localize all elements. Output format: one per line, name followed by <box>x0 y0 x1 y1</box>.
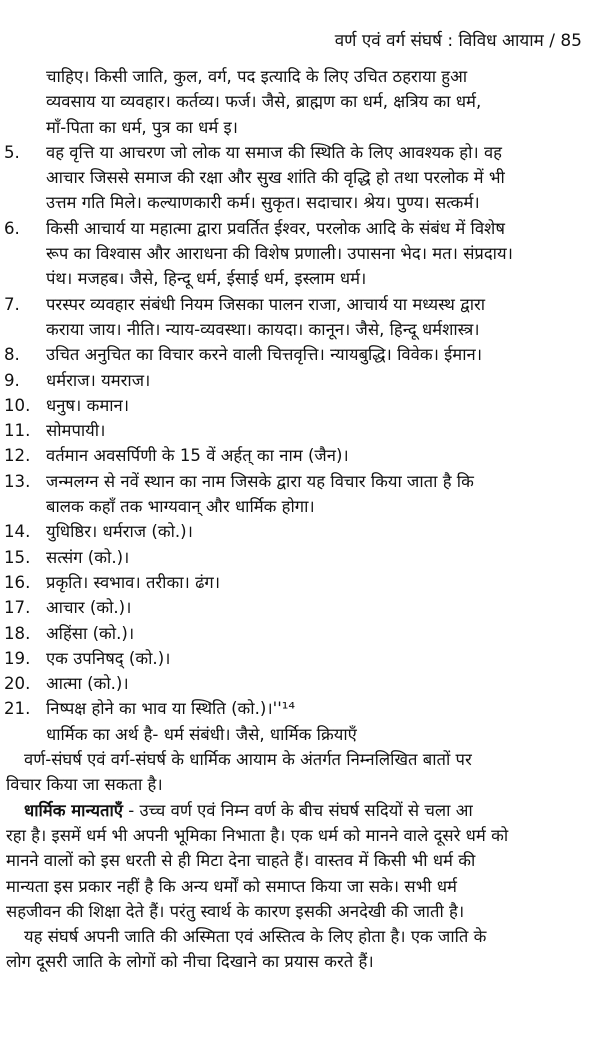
item-text: सोमपायी। <box>46 421 106 441</box>
list-item-line <box>0 216 600 241</box>
paragraph-text: विचार किया जा सकता है। <box>6 775 163 795</box>
list-item-line <box>0 140 600 165</box>
item-text: वर्तमान अवसर्पिणी के 15 वें अर्हत् का नाम (जैन)। <box>46 446 349 466</box>
list-item-line <box>0 393 600 418</box>
paragraph-text: रहा है। इसमें धर्म भी अपनी भूमिका निभाता है। एक धर्म को मानने वाले दूसरे धर्म को <box>6 825 509 845</box>
item-text: आचार जिससे समाज की रक्षा और सुख शांति की वृद्धि हो तथा परलोक में भी <box>46 168 505 188</box>
text-line <box>0 848 600 873</box>
item-number: 20. <box>4 674 31 694</box>
list-item-line <box>0 671 600 696</box>
text-line <box>0 772 600 797</box>
text-line <box>0 949 600 974</box>
item-text: वह वृत्ति या आचरण जो लोक या समाज की स्थिति के लिए आवश्यक हो। वह <box>46 142 502 162</box>
list-item-line <box>0 646 600 671</box>
list-continuation-line <box>0 317 600 342</box>
item-text: कराया जाय। नीति। न्याय-व्यवस्था। कायदा। कानून। जैसे, हिन्दू धर्मशास्त्र। <box>46 319 480 339</box>
paragraph-text: यह संघर्ष अपनी जाति की अस्मिता एवं अस्तित्व के लिए होता है। एक जाति के <box>24 927 487 947</box>
list-item-line <box>0 443 600 468</box>
list-continuation-line <box>0 241 600 266</box>
item-number: 11. <box>4 421 31 441</box>
item-text: उचित अनुचित का विचार करने वाली चित्तवृत्ति। न्यायबुद्धि। विवेक। ईमान। <box>46 345 483 365</box>
paragraph-text: धार्मिक का अर्थ है- धर्म संबंधी। जैसे, धार्मिक क्रियाएँ <box>46 724 357 744</box>
item-text: धर्मराज। यमराज। <box>46 370 151 390</box>
body-paragraphs <box>0 722 600 798</box>
item-text: एक उपनिषद् (को.)। <box>46 648 171 668</box>
list-continuation-line <box>0 190 600 215</box>
item-number: 14. <box>4 522 31 542</box>
text-line <box>0 798 600 823</box>
list-continuation-line <box>0 266 600 291</box>
item-text: अहिंसा (को.)। <box>46 623 135 643</box>
item-text: व्यवसाय या व्यवहार। कर्तव्य। फर्ज। जैसे, ब्राह्मण का धर्म, क्षत्रिय का धर्म, <box>46 92 482 112</box>
closing-paragraph <box>0 924 600 975</box>
paragraph-text: मान्यता इस प्रकार नहीं है कि अन्य धर्मों को समाप्त किया जा सके। सभी धर्म <box>6 876 457 896</box>
item-text: किसी आचार्य या महात्मा द्वारा प्रवर्तित ईश्वर, परलोक आदि के संबंध में विशेष <box>46 218 505 238</box>
section-first-line <box>24 798 473 823</box>
item-number: 12. <box>4 446 31 466</box>
list-item-line <box>0 418 600 443</box>
list-item-line <box>0 342 600 367</box>
item-number: 19. <box>4 648 31 668</box>
item-text: पंथ। मजहब। जैसे, हिन्दू धर्म, ईसाई धर्म, इस्लाम धर्म। <box>46 269 367 289</box>
text-line <box>0 899 600 924</box>
list-item-line <box>0 545 600 570</box>
item-text: रूप का विश्वास और आराधना की विशेष प्रणाली। उपासना भेद। मत। संप्रदाय। <box>46 244 513 264</box>
item-number: 18. <box>4 623 31 643</box>
paragraph-text: मानने वालों को इस धरती से ही मिटा देना चाहते हैं। वास्तव में किसी भी धर्म की <box>6 851 476 871</box>
item-number: 5. <box>4 142 20 162</box>
item-text: परस्पर व्यवहार संबंधी नियम जिसका पालन राजा, आचार्य या मध्यस्थ द्वारा <box>46 294 486 314</box>
list-continuation-line <box>0 89 600 114</box>
list-item-line <box>0 621 600 646</box>
list-item-line <box>0 696 600 721</box>
item-text: धनुष। कमान। <box>46 395 130 415</box>
text-line <box>0 747 600 772</box>
list-item-line <box>0 469 600 494</box>
item-text: जन्मलग्न से नवें स्थान का नाम जिसके द्वारा यह विचार किया जाता है कि <box>46 471 474 491</box>
item-text: चाहिए। किसी जाति, कुल, वर्ग, पद इत्यादि के लिए उचित ठहराया हुआ <box>46 67 468 86</box>
text-line <box>0 823 600 848</box>
item-text: उत्तम गति मिले। कल्याणकारी कर्म। सुकृत। सदाचार। श्रेय। पुण्य। सत्कर्म। <box>46 193 480 213</box>
text-line <box>0 722 600 747</box>
list-continuation-line <box>0 165 600 190</box>
item-number: 9. <box>4 370 20 390</box>
item-text: प्रकृति। स्वभाव। तरीका। ढंग। <box>46 572 221 592</box>
item-text: बालक कहाँ तक भाग्यवान् और धार्मिक होगा। <box>46 497 315 517</box>
item-number: 7. <box>4 294 20 314</box>
list-item-line <box>0 368 600 393</box>
item-text: आचार (को.)। <box>46 598 132 618</box>
item-number: 10. <box>4 395 31 415</box>
list-item-line <box>0 292 600 317</box>
item-number: 13. <box>4 471 31 491</box>
item-text: माँ-पिता का धर्म, पुत्र का धर्म इ। <box>46 117 238 137</box>
text-line <box>0 874 600 899</box>
list-item-line <box>0 570 600 595</box>
section-heading: धार्मिक मान्यताएँ <box>24 800 123 820</box>
item-text: आत्मा (को.)। <box>46 674 129 694</box>
dharmik-manyataen-section <box>0 798 600 924</box>
item-text: निष्पक्ष होने का भाव या स्थिति (को.)।''¹⁴ <box>46 699 296 719</box>
item-number: 15. <box>4 547 31 567</box>
item-number: 21. <box>4 699 31 719</box>
item-number: 8. <box>4 345 20 365</box>
paragraph-text: लोग दूसरी जाति के लोगों को नीचा दिखाने का प्रयास करते हैं। <box>6 952 374 972</box>
paragraph-text: सहजीवन की शिक्षा देते हैं। परंतु स्वार्थ के कारण इसकी अनदेखी की जाती है। <box>6 901 465 921</box>
item-text: युधिष्ठिर। धर्मराज (को.)। <box>46 522 193 542</box>
page-body <box>0 64 600 975</box>
list-item-line <box>0 595 600 620</box>
list-continuation-line <box>0 64 600 89</box>
item-text: सत्संग (को.)। <box>46 547 130 567</box>
section-heading-rest: - उच्च वर्ण एवं निम्न वर्ण के बीच संघर्ष सदियों से चला आ <box>122 800 473 820</box>
item-number: 6. <box>4 218 20 238</box>
list-continuation-line <box>0 494 600 519</box>
item-number: 16. <box>4 572 31 592</box>
paragraph-text: वर्ण-संघर्ष एवं वर्ग-संघर्ष के धार्मिक आयाम के अंतर्गत निम्नलिखित बातों पर <box>24 750 472 770</box>
definition-list <box>0 64 600 722</box>
list-continuation-line <box>0 115 600 140</box>
item-number: 17. <box>4 598 31 618</box>
list-item-line <box>0 519 600 544</box>
text-line <box>0 924 600 949</box>
running-header: वर्ण एवं वर्ग संघर्ष : विविध आयाम / 85 <box>334 31 582 51</box>
